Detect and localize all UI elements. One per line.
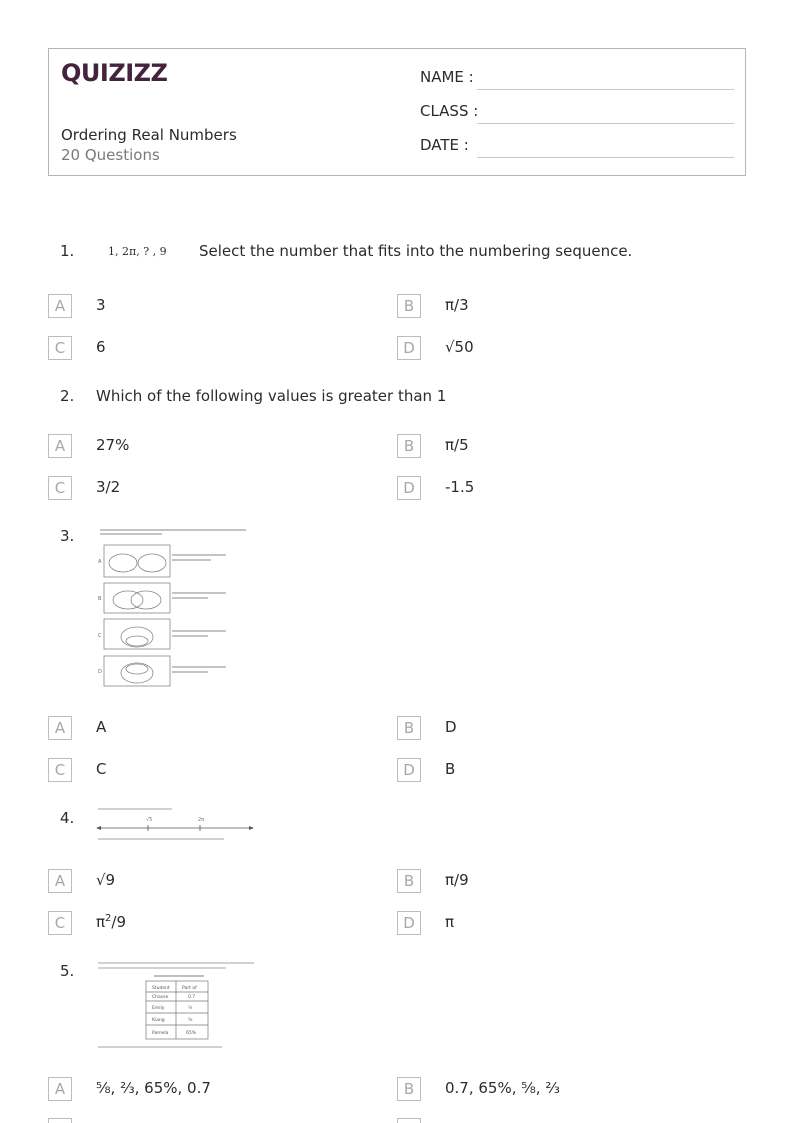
svg-text:D: D <box>98 669 102 675</box>
question-number: 4. <box>60 809 75 827</box>
svg-text:65%: 65% <box>186 1031 197 1036</box>
class-field <box>420 102 734 124</box>
name-label: NAME : <box>420 68 474 86</box>
sequence-image-text: 1, 2π, ? , 9 <box>108 245 167 258</box>
option-letter-box[interactable]: C <box>48 758 72 782</box>
question-number: 1. <box>60 242 75 260</box>
svg-text:2π: 2π <box>198 817 205 823</box>
svg-text:Part of: Part of <box>182 986 197 991</box>
option-text[interactable]: A <box>96 718 107 736</box>
svg-text:0.7: 0.7 <box>188 995 196 1000</box>
svg-text:Student: Student <box>152 986 170 991</box>
option-text[interactable]: 3 <box>96 296 106 314</box>
svg-text:Chasse: Chasse <box>152 995 169 1000</box>
option-letter-box[interactable] <box>48 1118 72 1123</box>
worksheet-header <box>48 48 746 176</box>
venn-diagram-image <box>96 526 258 688</box>
name-line[interactable] <box>477 89 734 90</box>
option-letter-box[interactable]: D <box>397 476 421 500</box>
option-letter-box[interactable]: A <box>48 869 72 893</box>
name-field <box>420 68 734 90</box>
option-text[interactable]: D <box>445 718 457 736</box>
question-text: Which of the following values is greater than 1 <box>96 387 447 405</box>
option-letter-box[interactable]: A <box>48 1077 72 1101</box>
svg-text:Kiang: Kiang <box>152 1018 165 1023</box>
option-letter-box[interactable]: D <box>397 911 421 935</box>
option-text[interactable]: π/5 <box>445 436 469 454</box>
question-count: 20 Questions <box>61 146 160 164</box>
date-line[interactable] <box>477 157 734 158</box>
class-label: CLASS : <box>420 102 479 120</box>
option-text[interactable]: -1.5 <box>445 478 475 496</box>
option-letter-box[interactable]: D <box>397 336 421 360</box>
option-text-superscript: 2 <box>105 913 112 924</box>
worksheet-title: Ordering Real Numbers <box>61 126 237 144</box>
svg-text:⅔: ⅔ <box>188 1006 193 1011</box>
question-number: 3. <box>60 527 75 545</box>
svg-text:⅝: ⅝ <box>188 1018 193 1023</box>
date-field <box>420 136 734 158</box>
option-text[interactable]: π/9 <box>445 871 469 889</box>
option-text-tail: /9 <box>111 913 127 931</box>
option-letter-box[interactable]: B <box>397 869 421 893</box>
svg-text:A: A <box>98 559 102 565</box>
quizizz-logo: QUIZIZZ <box>61 59 168 87</box>
date-label: DATE : <box>420 136 469 154</box>
option-letter-box[interactable]: C <box>48 911 72 935</box>
class-line[interactable] <box>477 123 734 124</box>
svg-text:√5: √5 <box>146 817 153 823</box>
option-text[interactable]: √9 <box>96 871 116 889</box>
option-letter-box[interactable]: C <box>48 476 72 500</box>
svg-text:Emily: Emily <box>152 1006 165 1011</box>
option-text[interactable] <box>96 913 126 931</box>
svg-text:C: C <box>98 633 102 639</box>
question-text: Select the number that fits into the numbering sequence. <box>199 242 633 260</box>
number-line-image <box>96 804 256 844</box>
option-letter-box[interactable]: D <box>397 758 421 782</box>
option-text[interactable]: √50 <box>445 338 474 356</box>
option-letter-box[interactable]: B <box>397 434 421 458</box>
question-number: 2. <box>60 387 75 405</box>
option-text[interactable]: 27% <box>96 436 130 454</box>
svg-text:B: B <box>98 596 102 602</box>
svg-text:Pamela: Pamela <box>152 1031 169 1036</box>
option-letter-box[interactable]: B <box>397 1077 421 1101</box>
option-letter-box[interactable]: C <box>48 336 72 360</box>
option-text[interactable]: π <box>445 913 455 931</box>
progress-table-image <box>96 959 258 1051</box>
option-letter-box[interactable]: B <box>397 716 421 740</box>
option-text[interactable]: 6 <box>96 338 106 356</box>
option-text[interactable]: B <box>445 760 456 778</box>
option-text[interactable]: π/3 <box>445 296 469 314</box>
option-letter-box[interactable]: B <box>397 294 421 318</box>
option-text[interactable]: ⅝, ⅔, 65%, 0.7 <box>96 1079 211 1097</box>
option-text[interactable]: 3/2 <box>96 478 121 496</box>
option-letter-box[interactable]: A <box>48 434 72 458</box>
option-letter-box[interactable] <box>397 1118 421 1123</box>
option-letter-box[interactable]: A <box>48 294 72 318</box>
option-text[interactable]: 0.7, 65%, ⅝, ⅔ <box>445 1079 560 1097</box>
option-text-base: π <box>96 913 106 931</box>
option-letter-box[interactable]: A <box>48 716 72 740</box>
question-number: 5. <box>60 962 75 980</box>
option-text[interactable]: C <box>96 760 107 778</box>
